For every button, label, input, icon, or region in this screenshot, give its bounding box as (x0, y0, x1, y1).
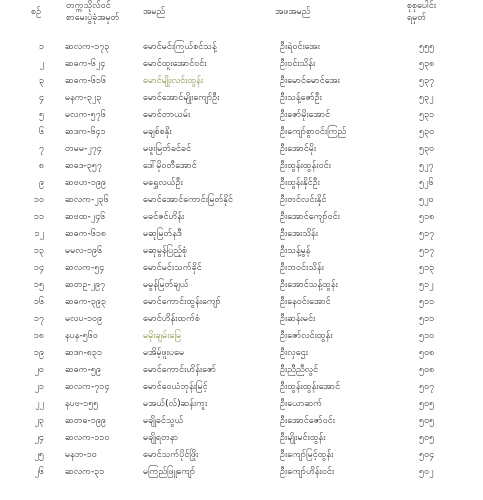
student-name-cell: မခင်ဇင်ဟိန်း (143, 212, 185, 222)
registration-no-cell: ဆဓက-၆၁၆ (65, 76, 107, 86)
registration-no-cell: ဆလက-၅၄ (65, 263, 105, 273)
total-marks-cell: ၅၀၈ (419, 348, 435, 358)
serial-no-cell: ၁၆ (33, 297, 44, 307)
father-name-cell: ဦးအောင်ကျော်ဝင်း (280, 212, 340, 222)
serial-no-cell: ၃ (38, 76, 44, 86)
table-row (0, 209, 483, 226)
total-marks-cell: ၅၃၈ (419, 59, 435, 69)
father-name-cell: ဦးသန့်ဇော်ဦး (280, 93, 322, 103)
father-name-cell: ဦးမောင်မောင်အေး (280, 76, 340, 86)
student-name-cell: မအယ်(လ်)ဆန်းကူး (143, 399, 208, 409)
table-row (0, 243, 483, 260)
serial-no-cell: ၂၃ (34, 416, 44, 426)
table-row (0, 430, 483, 447)
table-row (0, 464, 483, 481)
father-name-cell: ဦးအောင်သန့်ထွန်း (280, 280, 338, 290)
total-marks-cell: ၅၁၁ (419, 297, 435, 307)
header-total-marks-line2: ရမှတ် (407, 13, 427, 23)
total-marks-cell: ၅၂၆ (419, 178, 434, 188)
table-row (0, 311, 483, 328)
total-marks-cell: ၅၁၃ (419, 263, 435, 273)
header-registration-no (66, 0, 119, 38)
student-name-cell: မချိုခင်သွယ် (143, 416, 184, 426)
registration-no-cell: မလက-၅၇၆ (65, 110, 106, 120)
registration-no-cell: နပန-၅၆၀ (65, 331, 98, 341)
serial-no-cell: ၁၅ (33, 280, 44, 290)
registration-no-cell: ဆဒဂ-၈၃၁ (65, 348, 103, 358)
registration-no-cell: ဆလက-၇၁၄ (65, 382, 110, 392)
table-row (0, 447, 483, 464)
student-name-cell: မမိုးချမ်းမြေ (143, 331, 182, 341)
serial-no-cell: ၁၄ (33, 263, 44, 273)
table-row (0, 226, 483, 243)
total-marks-cell: ၅၃၀ (419, 144, 435, 154)
total-marks-cell: ၅၀၈ (419, 365, 435, 375)
registration-no-cell: မလပ-၁၀၉ (65, 314, 103, 324)
registration-no-cell: ဆတဓ-၁၉၉ (65, 416, 106, 426)
registration-no-cell: ဆဗထ-၂၄၆ (65, 212, 106, 222)
table-row (0, 277, 483, 294)
student-name-cell: မောင်အောင်မျိုးကျော်ဦး (143, 93, 220, 103)
registration-no-cell: ဆလက-၃၁ (65, 467, 105, 477)
registration-no-cell: မမလ-၁၉၆ (65, 246, 103, 256)
header-serial-no-label: စဉ် (31, 7, 42, 17)
serial-no-cell: ၆ (38, 127, 44, 137)
header-father-name-label: အဖအမည် (275, 7, 311, 17)
student-name-cell: မချစ်စနိုး (143, 127, 172, 137)
father-name-cell: ဦးယောဆက် (280, 399, 323, 409)
registration-no-cell: မနဘ-၁၀ (65, 450, 97, 460)
serial-no-cell: ၇ (38, 144, 44, 154)
header-registration-line1: တက္ကသိုလ်ဝင် (66, 1, 111, 11)
table-row (0, 124, 483, 141)
father-name-cell: ဦးရဲဝင်းအေး (280, 42, 320, 52)
student-name-cell: မဆုမွန်ပြည့်စုံ (143, 246, 188, 256)
father-name-cell: ဦးသန့်မွန် (280, 246, 311, 256)
father-name-cell: ဦးဇော်လင်းထွန်း (280, 331, 333, 341)
registration-no-cell: ဆလက-၂၃၆ (65, 195, 109, 205)
father-name-cell: ဦးထွန်းနိုင်ဦး (280, 178, 320, 188)
table-row (0, 294, 483, 311)
father-name-cell: ဦးကျော်စွာဝင်းကြည် (280, 127, 347, 137)
serial-no-cell: ၈ (38, 161, 44, 171)
serial-no-cell: ၂၆ (34, 467, 44, 477)
student-name-cell: မောင်ထူးအောင်ဝင်း (143, 59, 207, 69)
father-name-cell: ဦးအောင်မိုး (280, 144, 317, 154)
total-marks-cell: ၅၅၅ (419, 42, 435, 52)
total-marks-cell: ၅၁၇ (419, 229, 435, 239)
registration-no-cell: မနက-၃၂၃ (65, 93, 102, 103)
father-name-cell: ဦးဝင်းသိန်း (280, 59, 316, 69)
serial-no-cell: ၂၀ (34, 365, 44, 375)
serial-no-cell: ၄ (38, 93, 44, 103)
serial-no-cell: ၉ (38, 178, 44, 188)
total-marks-cell: ၅၀၂ (419, 467, 434, 477)
father-name-cell: ဦးဘဝင်းသိန်း (280, 263, 324, 273)
student-name-cell: မောင်သက်ပိုင်ဖြိုး (143, 450, 199, 460)
header-registration-line2: စာမေးပွဲခုံအမှတ် (66, 13, 120, 23)
registration-no-cell: ဆလက-၁၇၃ (65, 42, 110, 52)
serial-no-cell: ၂၁ (34, 382, 44, 392)
serial-no-cell: ၂၄ (34, 433, 44, 443)
header-total-marks (407, 0, 436, 38)
table-row (0, 413, 483, 430)
serial-no-cell: ၁၇ (33, 314, 44, 324)
table-row (0, 345, 483, 362)
table-row (0, 158, 483, 175)
father-name-cell: ဦးအေးသိန်း (280, 229, 319, 239)
registration-no-cell: နပဗ-၁၅၅ (65, 399, 99, 409)
father-name-cell: ဦးတင်လင်းနိုင် (280, 195, 327, 205)
father-name-cell: ဦးညီညီလွင် (280, 365, 319, 375)
total-marks-cell: ၅၁၁ (419, 314, 435, 324)
student-name-cell: မမွန်မြတ်ချယ် (143, 280, 189, 290)
registration-no-cell: ဆတဥ-၂၉၇ (65, 280, 106, 290)
serial-no-cell: ၅ (38, 110, 44, 120)
registration-no-cell: ဆဓဒ-၃၅၇ (65, 161, 102, 171)
table-row (0, 73, 483, 90)
serial-no-cell: ၁၉ (33, 348, 44, 358)
registration-no-cell: ဆဒက-၆၄၁ (65, 127, 106, 137)
total-marks-cell: ၅၃၀ (419, 127, 435, 137)
father-name-cell: ဦးဇော်မိုးအောင် (280, 110, 331, 120)
student-name-cell: မောင်တာယမ်း (143, 110, 191, 120)
total-marks-cell: ၅၀၅ (419, 433, 435, 443)
total-marks-cell: ၅၁၈ (419, 212, 435, 222)
total-marks-cell: ၅၀၄ (419, 450, 435, 460)
table-row (0, 141, 483, 158)
student-name-cell: မောင်ကောင်းဟိန်းဇော် (143, 365, 217, 375)
registration-no-cell: ဆဓက-၆၂၄ (65, 59, 106, 69)
total-marks-cell: ၅၂၀ (419, 195, 434, 205)
total-marks-cell: ၅၃၁ (419, 110, 435, 120)
student-name-cell: မရွှေလယ်ဦး (143, 178, 183, 188)
serial-no-cell: ၂ (39, 59, 44, 69)
registration-no-cell: ဆဗဟ-၁၉၉ (65, 178, 107, 188)
father-name-cell: ဦးထွန်းထွန်းဝင်း (280, 161, 331, 171)
serial-no-cell: ၂၅ (34, 450, 44, 460)
student-name-cell: မောင်မင်းသက်ခိုင် (143, 263, 202, 273)
student-name-cell: မကြည်ဖြူကျော် (143, 467, 196, 477)
serial-no-cell: ၂၂ (35, 399, 44, 409)
father-name-cell: ဦးဆန်းမင်း (280, 314, 316, 324)
total-marks-cell: ၅၀၅ (419, 416, 435, 426)
table-row (0, 328, 483, 345)
table-row (0, 192, 483, 209)
serial-no-cell: ၁၃ (33, 246, 44, 256)
student-name-cell: မချိုရတနာ (143, 433, 179, 443)
father-name-cell: ဦးအောင်ဇော်ဝင်း (280, 416, 336, 426)
student-name-cell: မောင်မျိုးလင်းထွန်း (143, 76, 204, 86)
student-name-cell: မောင်မင်းကြယ်စင်သန့် (143, 42, 217, 52)
serial-no-cell: ၁ (38, 42, 44, 52)
table-row (0, 260, 483, 277)
registration-no-cell: ဆလက-၁၁၀ (65, 433, 110, 443)
total-marks-cell: ၅၃၇ (419, 76, 435, 86)
father-name-cell: ဦးကျော်ဟိန်းဝင်း (280, 467, 335, 477)
serial-no-cell: ၁၀ (33, 195, 44, 205)
table-row (0, 175, 483, 192)
header-student-name-label: အမည် (143, 7, 166, 17)
student-name-cell: ဒေါ်မိုဝတီအောင် (143, 161, 197, 171)
student-name-cell: မောင်အောင်ကောင်းမြတ်နိုင် (143, 195, 233, 205)
table-row (0, 90, 483, 107)
father-name-cell: ဦးလှဌေး (280, 348, 308, 358)
table-row (0, 39, 483, 56)
table-row (0, 396, 483, 413)
student-name-cell: မောင်ဝေယံဘုန်းမြင့် (143, 382, 208, 392)
student-name-cell: မောင်ကောင်းထွန်းကျော် (143, 297, 221, 307)
total-marks-cell: ၅၁၀ (419, 331, 435, 341)
father-name-cell: ဦးကျော်မြင့်ထွန်း (280, 450, 334, 460)
serial-no-cell: ၁၈ (33, 331, 44, 341)
total-marks-cell: ၅၂၇ (419, 161, 434, 171)
student-name-cell: မောင်ဟိန်းထက်စံ (143, 314, 201, 324)
total-marks-cell: ၅၁၇ (419, 246, 435, 256)
registration-no-cell: ဆဓက-၃၉၃ (65, 297, 107, 307)
header-total-marks-line1: စုစုပေါင်း (407, 1, 436, 11)
total-marks-cell: ၅၀၇ (419, 382, 435, 392)
total-marks-cell: ၅၃၂ (419, 93, 434, 103)
results-table-body (0, 39, 483, 481)
table-row (0, 107, 483, 124)
registration-no-cell: ဆဓက-၅၉ (65, 365, 101, 375)
table-row (0, 362, 483, 379)
father-name-cell: ဦးမျိုးမင်းထွန်း (280, 433, 326, 443)
student-name-cell: မအိမ့်ဖူးပမေ (143, 348, 185, 358)
serial-no-cell: ၁၁ (33, 212, 44, 222)
student-name-cell: မဖူးမြတ်ခင်ခင် (143, 144, 192, 154)
serial-no-cell: ၁၂ (34, 229, 44, 239)
registration-no-cell: တမမ-၂၇၄ (65, 144, 102, 154)
father-name-cell: ဦးနေဝင်းအောင် (280, 297, 331, 307)
student-name-cell: မဆုမြတ်နဒီ (143, 229, 182, 239)
table-row (0, 379, 483, 396)
total-marks-cell: ၅၁၂ (419, 280, 434, 290)
father-name-cell: ဦးထွန်းထွန်းအောင် (280, 382, 341, 392)
registration-no-cell: ဆဓက-၆၁၈ (65, 229, 107, 239)
table-row (0, 56, 483, 73)
total-marks-cell: ၅၀၅ (419, 399, 435, 409)
